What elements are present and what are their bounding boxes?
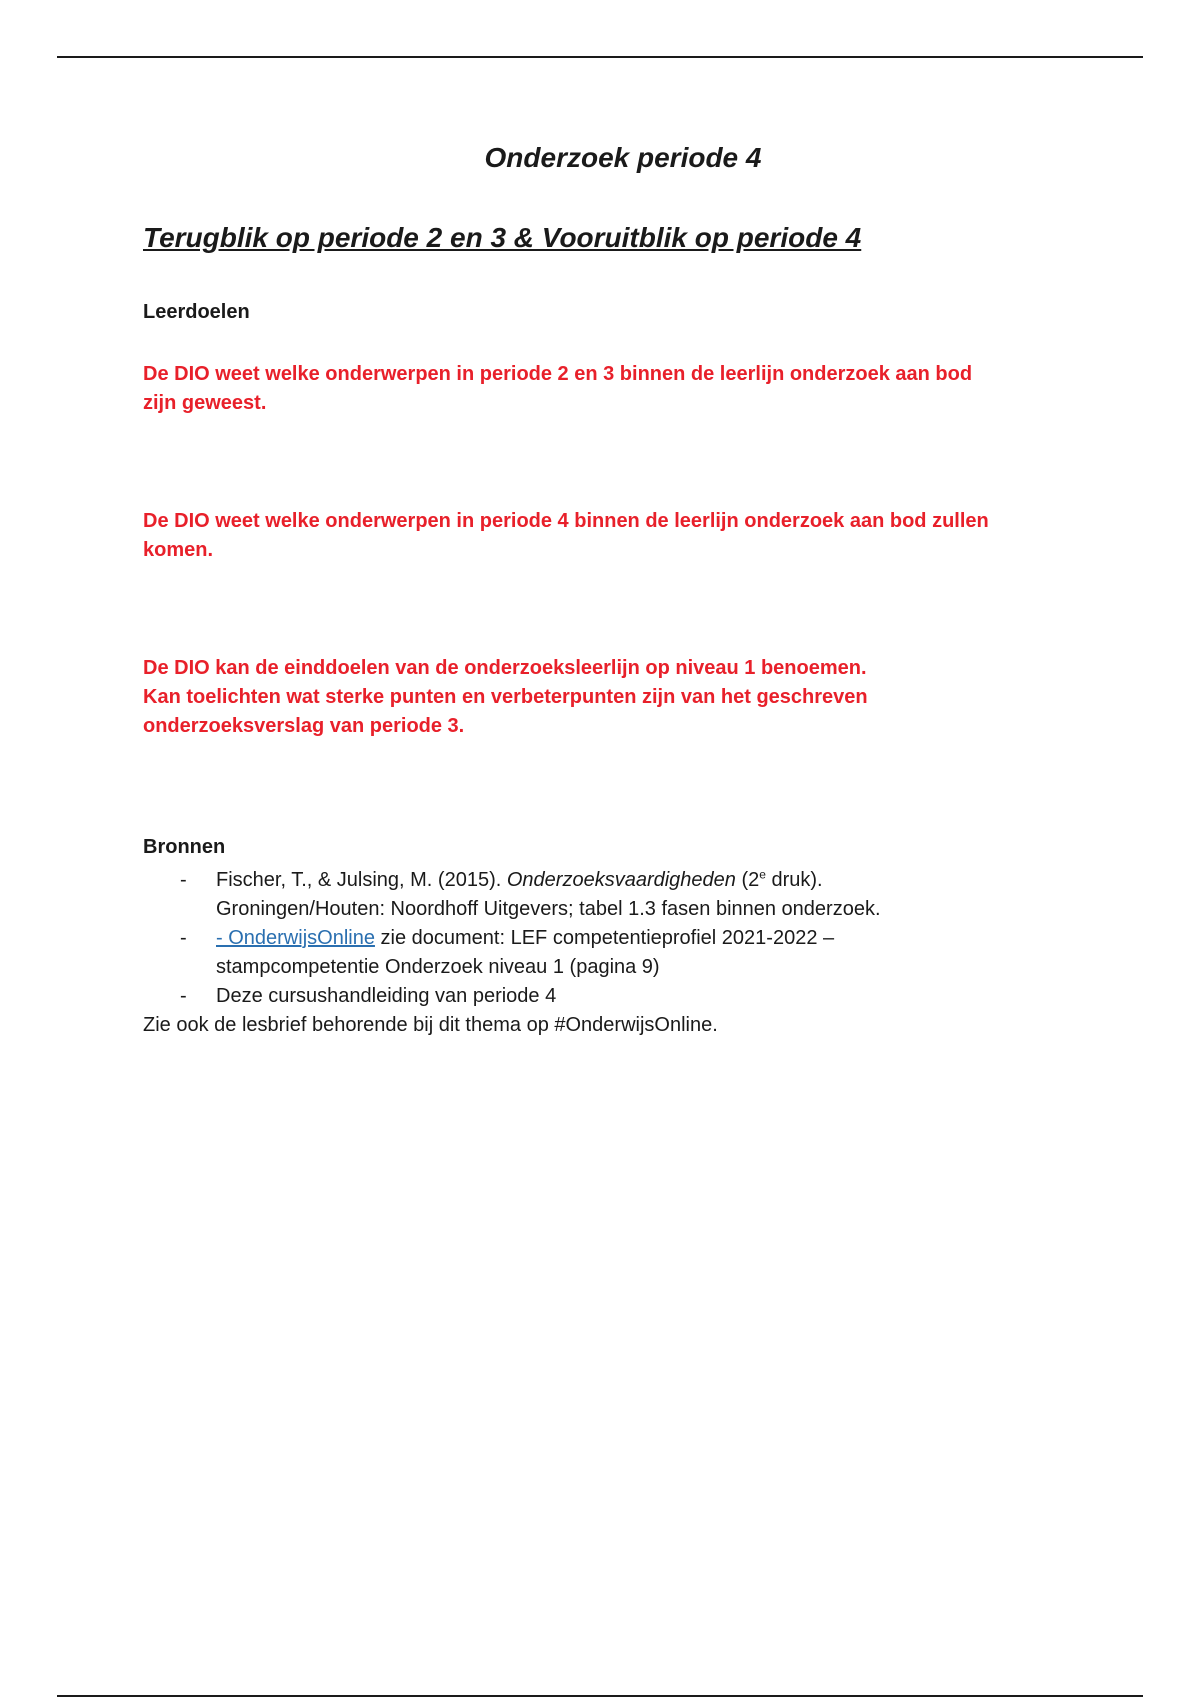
bullet-dash: - [180, 985, 187, 1007]
header-rule [57, 56, 1143, 58]
source-2-line-2: stampcompetentie Onderzoek niveau 1 (pagina 9) [216, 956, 660, 978]
source-1-book-title: Onderzoeksvaardigheden [506, 869, 736, 891]
learning-goal-3-line-2: Kan toelichten wat sterke punten en verbeterpunten zijn van het geschreven [143, 686, 868, 708]
learning-goal-1-line-2: zijn geweest. [143, 392, 267, 414]
source-1-edition-close: druk). [765, 869, 823, 891]
learning-goal-2-line-2: komen. [143, 539, 214, 561]
document-title: Onderzoek periode 4 [484, 142, 762, 173]
source-1-line-1 [216, 866, 1063, 895]
learning-goal-3 [143, 654, 1063, 741]
learning-goal-2 [143, 507, 1063, 565]
footer-rule [57, 1695, 1143, 1697]
sources-list [143, 866, 1063, 1011]
closing-note: Zie ook de lesbrief behorende bij dit thema op #OnderwijsOnline. [143, 1014, 718, 1036]
source-1-line-2: Groningen/Houten: Noordhoff Uitgevers; tabel 1.3 fasen binnen onderzoek. [216, 898, 881, 920]
learning-goals-heading: Leerdoelen [143, 301, 250, 323]
source-item-1 [143, 866, 1063, 924]
learning-goal-3-line-3: onderzoeksverslag van periode 3. [143, 715, 465, 737]
document-subtitle: Terugblik op periode 2 en 3 & Vooruitblik op periode 4 [143, 222, 862, 253]
learning-goal-2-line-1: De DIO weet welke onderwerpen in periode 4 binnen de leerlijn onderzoek aan bod zullen [143, 510, 989, 532]
learning-goal-3-line-1: De DIO kan de einddoelen van de onderzoeksleerlijn op niveau 1 benoemen. [143, 657, 867, 679]
source-item-2 [143, 924, 1063, 982]
bullet-dash: - [180, 869, 187, 891]
source-1-authors: Fischer, T., & Julsing, M. (2015). [216, 869, 507, 891]
source-3-line-1: Deze cursushandleiding van periode 4 [216, 985, 557, 1007]
source-2-line-1 [216, 924, 1063, 953]
sources-heading: Bronnen [143, 836, 226, 858]
source-1-edition-sup: e [759, 867, 766, 882]
source-item-3 [143, 982, 1063, 1011]
source-1-edition-open: (2 [735, 869, 760, 891]
bullet-dash: - [180, 927, 187, 949]
onderwijsonline-link[interactable]: - OnderwijsOnline [216, 927, 375, 949]
learning-goal-1-line-1: De DIO weet welke onderwerpen in periode 2 en 3 binnen de leerlijn onderzoek aan bod [143, 363, 973, 385]
source-2-description: zie document: LEF competentieprofiel 2021-2022 – [374, 927, 835, 949]
learning-goal-1 [143, 360, 1063, 418]
